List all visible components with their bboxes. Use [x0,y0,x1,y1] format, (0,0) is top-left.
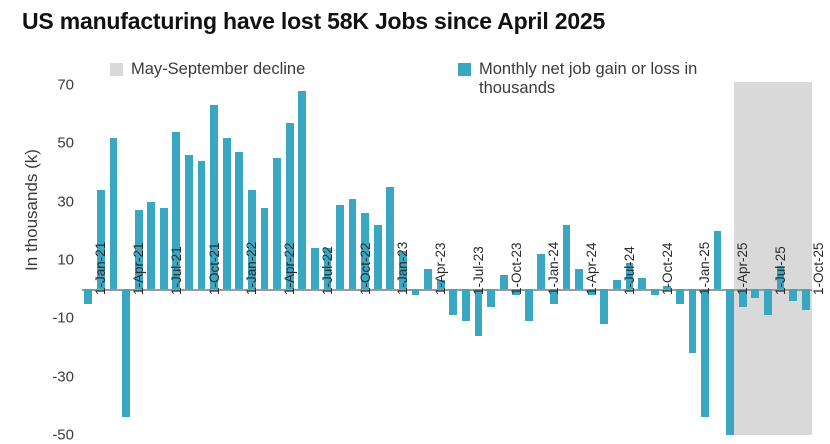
x-axis-tick-label: 1-Oct-21 [206,242,222,296]
bar [449,289,457,315]
bar [726,289,734,435]
bar [676,289,684,304]
bar [789,289,797,301]
x-axis-tick-label: 1-Jan-24 [546,241,562,296]
x-axis-tick-label: 1-Apr-23 [433,242,449,296]
bar [235,152,243,289]
x-axis-tick-label: 1-Oct-22 [357,242,373,296]
x-axis-tick-label: 1-Jan-22 [244,241,260,296]
bar [714,231,722,289]
bar [349,199,357,289]
x-axis-tick-label: 1-Oct-23 [508,242,524,296]
x-axis-tick-label: 1-Apr-24 [584,242,600,296]
bar [475,289,483,336]
y-axis-tick-label: -30 [52,368,74,386]
y-axis-tick-label: -10 [52,309,74,327]
bars-and-axis [82,85,826,435]
bar [689,289,697,353]
bar [764,289,772,315]
x-axis-tick-label: 1-Jul-24 [621,246,637,296]
bar [500,275,508,290]
bar [374,225,382,289]
bar [600,289,608,324]
x-axis-tick-label: 1-Apr-22 [282,242,298,296]
bar [336,205,344,290]
bar [537,254,545,289]
bar [802,289,810,309]
x-axis-tick-label: 1-Jul-25 [772,246,788,296]
x-axis-tick-label: 1-Oct-25 [810,242,826,296]
bar [185,155,193,289]
bar [311,248,319,289]
y-axis-tick-label: -50 [52,426,74,444]
y-axis-ticks [30,76,74,444]
x-axis-tick-label: 1-Jan-23 [395,241,411,296]
bar [261,208,269,290]
bar [223,138,231,290]
bar [525,289,533,321]
bar [198,161,206,289]
bar [424,269,432,289]
x-axis-tick-label: 1-Apr-21 [131,242,147,296]
x-axis-tick-label: 1-Jul-23 [470,246,486,296]
bar [84,289,92,304]
legend-label-decline: May-September decline [131,60,306,78]
y-axis-tick-label: 30 [57,193,74,211]
y-axis-tick-label: 50 [57,134,74,152]
bar [613,280,621,289]
legend-label-monthly: Monthly net job gain or loss in thousands [479,60,698,97]
bar [122,289,130,417]
chart-title: US manufacturing have lost 58K Jobs since April 2025 [22,8,606,34]
bar [386,187,394,289]
x-axis-tick-label: 1-Jul-22 [319,246,335,296]
bar [160,208,168,290]
y-axis-title: In thousands (k) [22,149,41,271]
x-axis-tick-label: 1-Jan-25 [697,241,713,296]
x-axis-tick-label: 1-Jul-21 [168,246,184,296]
bar [563,225,571,289]
y-axis-tick-label: 70 [57,76,74,94]
bar [147,202,155,290]
bar [575,269,583,289]
bar [638,278,646,290]
bar [651,289,659,295]
bar [298,91,306,289]
bar [751,289,759,298]
bar [701,289,709,417]
bar [487,289,495,307]
bar [273,158,281,289]
bar [462,289,470,321]
bar [110,138,118,290]
x-axis-tick-label: 1-Oct-24 [659,242,675,296]
x-axis-tick-label: 1-Apr-25 [735,242,751,296]
x-axis-tick-label: 1-Jan-21 [93,241,109,296]
y-axis-tick-label: 10 [57,251,74,269]
bar [412,289,420,295]
